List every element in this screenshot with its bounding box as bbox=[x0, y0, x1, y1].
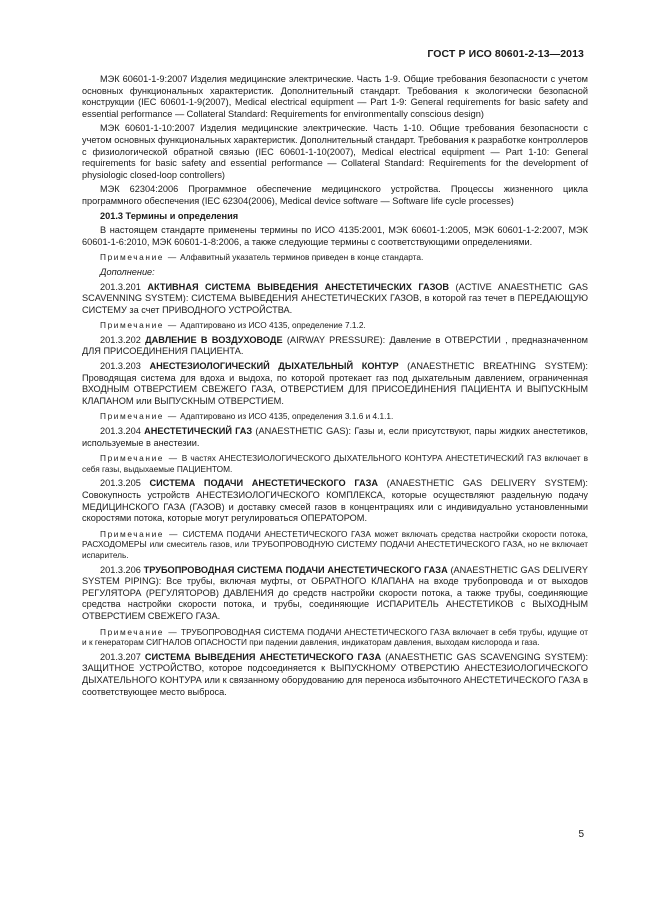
term-number: 201.3.203 bbox=[100, 361, 150, 372]
term-definition: (AIRWAY PRESSURE): Давление в ОТВЕРСТИИ , предназначенном ДЛЯ ПРИСОЕДИНЕНИЯ ПАЦИЕНТА. bbox=[82, 334, 588, 357]
term-definition: (ACTIVE ANAESTHETIC GAS SCAVENNING SYSTEM): СИСТЕМА ВЫВЕДЕНИЯ АНЕСТЕТИЧЕСКИХ ГАЗОВ, в которой газ течет в ПЕРЕДАЮЩУЮ СИСТЕМУ за счет ПРИВОДНОГО УСТРОЙСТВА. bbox=[82, 281, 588, 315]
document-header: ГОСТ Р ИСО 80601-2-13—2013 bbox=[427, 48, 584, 60]
term-name: ТРУБОПРОВОДНАЯ СИСТЕМА ПОДАЧИ АНЕСТЕТИЧЕСКОГО ГАЗА bbox=[143, 564, 448, 575]
note-label: Примечание — bbox=[100, 453, 179, 464]
page-number: 5 bbox=[578, 829, 584, 840]
note-label: Примечание — bbox=[100, 252, 178, 263]
term-number: 201.3.206 bbox=[100, 564, 144, 575]
term-definition: (ANAESTHETIC GAS DELIVERY SYSTEM PIPING): Все трубы, включая муфты, от ОБРАТНОГО КЛАПАНА на входе трубопровода и от выходов РЕГУЛЯТОРА (РЕГУЛЯТОРОВ) ДАВЛЕНИЯ до средств настройки скорости потока, а также трубы, соединяющие средства настройки скорости потока, и трубы, соединяющие ИСПАРИТЕЛЬ АНЕСТЕТИКОВ с ВЫХОДНЫМ ОТВЕРСТИЕМ СВЕЖЕГО ГАЗА. bbox=[82, 564, 588, 621]
note-label: Примечание — bbox=[100, 528, 179, 539]
note-label: Примечание — bbox=[100, 411, 178, 422]
term-name: АНЕСТЕТИЧЕСКИЙ ГАЗ bbox=[144, 426, 253, 437]
reference-iec-60601-1-10: МЭК 60601-1-10:2007 Изделия медицинские электрические. Часть 1-10. Общие требования безопасности с учетом основных функциональных характеристик. Дополнительный стандарт. Требования к разработке контроллеров с физиологической обратной связью (IEC 60601-1-10(2007), Medical electrical equipment — Part 1-10: General requirements for basic safety and essential performance — Collateral Standard: Requirements for the development of physiologic closed-loop controllers) bbox=[82, 123, 588, 180]
term-number: 201.3.207 bbox=[100, 651, 145, 662]
term-201-3-205 bbox=[82, 478, 588, 524]
term-name: СИСТЕМА ПОДАЧИ АНЕСТЕТИЧЕСКОГО ГАЗА bbox=[149, 478, 379, 489]
term-number: 201.3.202 bbox=[100, 334, 146, 345]
note-label: Примечание — bbox=[100, 320, 178, 331]
term-definition: (ANAESTHETIC GAS SCAVENGING SYSTEM): ЗАЩИТНОЕ УСТРОЙСТВО, которое подсоединяется к ВЫПУСКНОМУ ОТВЕРСТИЮ АНЕСТЕЗИОЛОГИЧЕСКОГО ДЫХАТЕЛЬНОГО КОНТУРА или к связанному оборудованию для переноса избыточного АНЕСТЕТИЧЕСКОГО ГАЗА в соответствующее место выброса. bbox=[82, 651, 589, 697]
term-201-3-203 bbox=[82, 361, 588, 407]
term-201-3-201 bbox=[82, 282, 588, 317]
note-text: СИСТЕМА ПОДАЧИ АНЕСТЕТИЧЕСКОГО ГАЗА может включать средства настройки скорости потока, РАСХОДОМЕРЫ или смеситель газов, или ТРУБОПРОВОДНУЮ СИСТЕМУ ПОДАЧИ АНЕСТЕТИЧЕСКОГО ГАЗА, но не включает испаритель. bbox=[82, 528, 588, 560]
note-text: Адаптировано из ИСО 4135, определение 7.1.2. bbox=[177, 320, 366, 331]
term-201-3-206-note bbox=[82, 627, 588, 648]
term-201-3-206 bbox=[82, 565, 588, 623]
note-text: Адаптировано из ИСО 4135, определения 3.1.6 и 4.1.1. bbox=[177, 411, 394, 422]
term-201-3-201-note bbox=[82, 320, 588, 331]
reference-iec-62304: МЭК 62304:2006 Программное обеспечение медицинского устройства. Процессы жизненного цикла программного обеспечения (IEC 62304(2006), Medical device software — Software life cycle processes) bbox=[82, 184, 588, 206]
section-heading: 201.3 Термины и определения bbox=[100, 210, 239, 221]
term-name: АНЕСТЕЗИОЛОГИЧЕСКИЙ ДЫХАТЕЛЬНЫЙ КОНТУР bbox=[149, 361, 399, 372]
term-number: 201.3.201 bbox=[100, 281, 148, 292]
term-201-3-202 bbox=[82, 335, 588, 358]
addition-label: Дополнение: bbox=[100, 266, 155, 277]
note-text: ТРУБОПРОВОДНАЯ СИСТЕМА ПОДАЧИ АНЕСТЕТИЧЕСКОГО ГАЗА включает в себя трубы, идущие от и к генераторам СИГНАЛОВ ОПАСНОСТИ при падении давления, индикаторам давления, выходам кислорода и газа. bbox=[82, 626, 589, 648]
term-number: 201.3.205 bbox=[100, 478, 150, 489]
note-text: В частях АНЕСТЕЗИОЛОГИЧЕСКОГО ДЫХАТЕЛЬНОГО КОНТУРА АНЕСТЕТИЧЕСКИЙ ГАЗ включает в себя газы, выдыхаемые ПАЦИЕНТОМ. bbox=[82, 453, 588, 474]
document-body bbox=[82, 74, 588, 701]
term-name: ДАВЛЕНИЕ В ВОЗДУХОВОДЕ bbox=[145, 334, 283, 345]
term-number: 201.3.204 bbox=[100, 426, 145, 437]
note-label: Примечание — bbox=[100, 626, 179, 637]
section-intro: В настоящем стандарте применены термины по ИСО 4135:2001, МЭК 60601-1:2005, МЭК 60601-1-2:2007, МЭК 60601-1-6:2010, МЭК 60601-1-8:2006, а также следующие термины с соответствующими определениями. bbox=[82, 225, 588, 247]
note-text: Алфавитный указатель терминов приведен в конце стандарта. bbox=[177, 252, 424, 263]
term-definition: (ANAESTHETIC GAS): Газы и, если присутствуют, пары жидких анестетиков, используемые в анестезии. bbox=[82, 426, 588, 448]
term-name: СИСТЕМА ВЫВЕДЕНИЯ АНЕСТЕТИЧЕСКОГО ГАЗА bbox=[144, 651, 382, 662]
term-definition: (ANAESTHETIC GAS DELIVERY SYSTEM): Совокупность устройств АНЕСТЕЗИОЛОГИЧЕСКОГО КОМПЛЕКСА, которые осуществляют раздельную подачу МЕДИЦИНСКОГО ГАЗА (ГАЗОВ) и доставку смесей газов в концентрациях или с индивидуально установленными скоростями потока, которые могут регулироваться ОПЕРАТОРОМ. bbox=[82, 478, 588, 524]
term-201-3-204-note bbox=[82, 453, 588, 474]
section-intro-note bbox=[82, 252, 588, 263]
term-name: АКТИВНАЯ СИСТЕМА ВЫВЕДЕНИЯ АНЕСТЕТИЧЕСКИХ ГАЗОВ bbox=[147, 281, 450, 292]
term-201-3-204 bbox=[82, 426, 588, 449]
term-definition: (ANAESTHETIC BREATHING SYSTEM): Проводящая система для вдоха и выдоха, по которой протекает газ под дыхательным давлением, ограниченная ВХОДНЫМ ОТВЕРСТИЕМ СВЕЖЕГО ГАЗА, ОТВЕРСТИЕМ ДЛЯ ПРИСОЕДИНЕНИЯ ПАЦИЕНТА И ВЫПУСКНЫМ КЛАПАНОМ или ВЫПУСКНЫМ ОТВЕРСТИЕМ. bbox=[82, 361, 588, 406]
term-201-3-205-note bbox=[82, 529, 588, 561]
term-201-3-203-note bbox=[82, 411, 588, 422]
term-201-3-207 bbox=[82, 652, 588, 698]
reference-iec-60601-1-9: МЭК 60601-1-9:2007 Изделия медицинские электрические. Часть 1-9. Общие требования безопасности с учетом основных функциональных характеристик. Дополнительный стандарт. Требования к экологически безопасной конструкции (IEC 60601-1-9(2007), Medical electrical equipment — Part 1-9: General requirements for basic safety and essential performance — Collateral Standard: Requirements for environmentally conscious design) bbox=[82, 74, 588, 119]
